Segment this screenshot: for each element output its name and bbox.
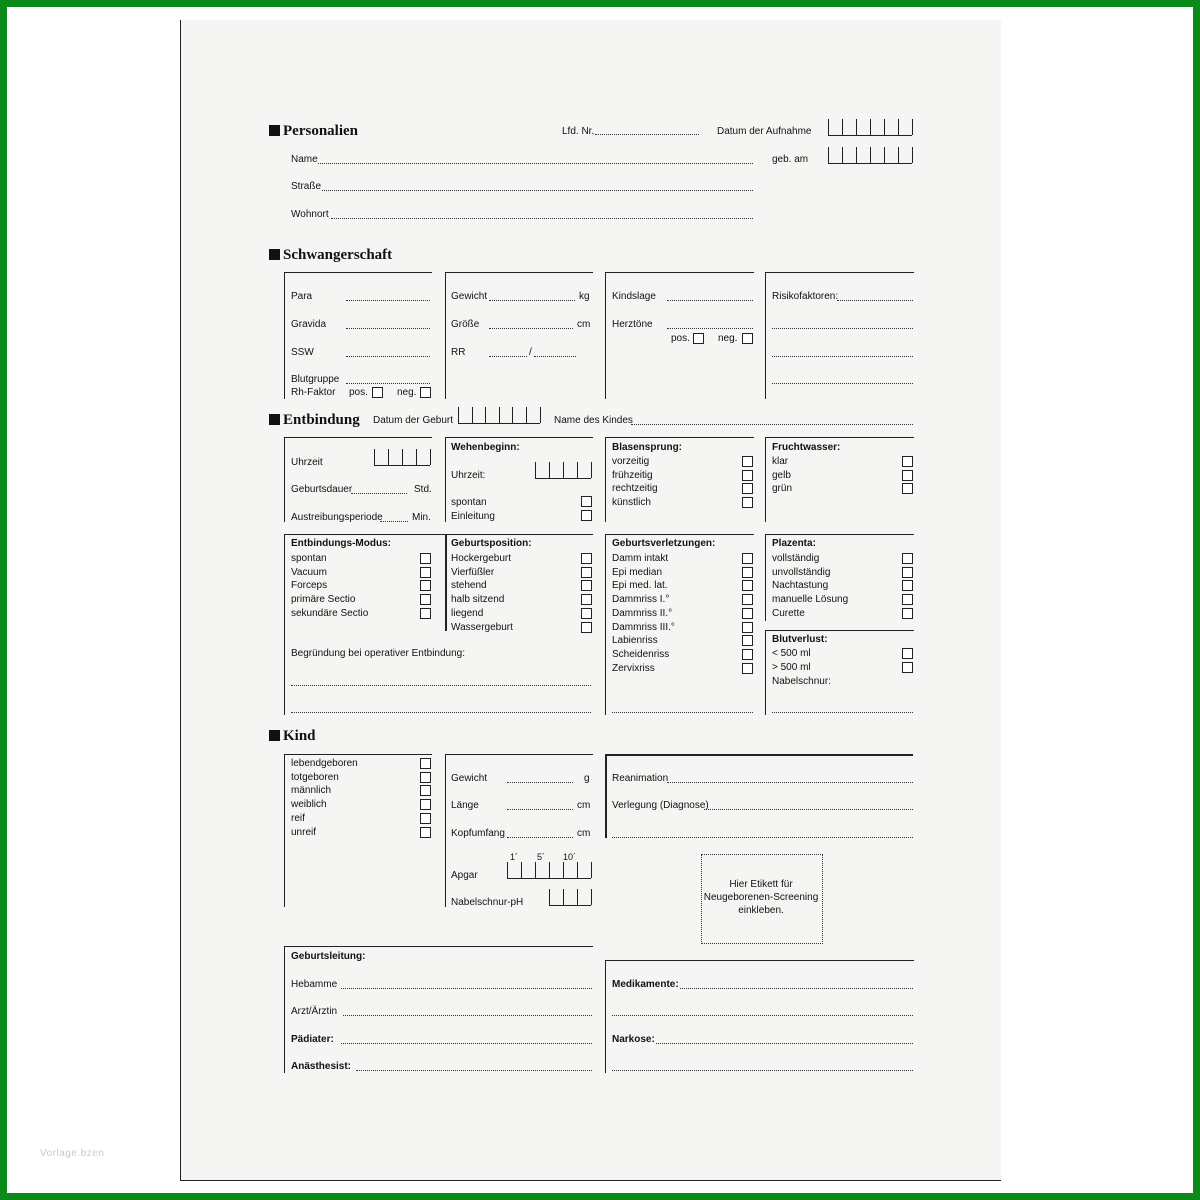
wehen-uhrzeit-field[interactable] xyxy=(535,462,591,479)
blasensprung-checkbox[interactable] xyxy=(742,456,753,467)
herztoene-pos-checkbox[interactable] xyxy=(693,333,704,344)
blasensprung-item-label: vorzeitig xyxy=(612,456,650,467)
modus-checkbox[interactable] xyxy=(420,580,431,591)
blasensprung-checkbox[interactable] xyxy=(742,497,753,508)
modus-item-label: primäre Sectio xyxy=(291,594,356,606)
kind-status-checkbox[interactable] xyxy=(420,813,431,824)
rr-dia-field[interactable] xyxy=(534,356,576,357)
modus-checkbox[interactable] xyxy=(420,594,431,605)
kind-gewicht-field[interactable] xyxy=(507,782,573,783)
wohnort-label: Wohnort xyxy=(291,209,329,220)
lfd-nr-label: Lfd. Nr. xyxy=(562,126,595,137)
verlegung-field[interactable] xyxy=(704,809,913,810)
section-schwangerschaft xyxy=(269,246,392,264)
geb-am-label: geb. am xyxy=(772,154,809,165)
risiko-field-3[interactable] xyxy=(772,356,913,357)
verletzung-checkbox[interactable] xyxy=(742,622,753,633)
wohnort-field[interactable] xyxy=(331,218,753,219)
fruchtwasser-item-label: gelb xyxy=(772,469,791,481)
geburtsdauer-label: Geburtsdauer xyxy=(291,484,353,495)
datum-geburt-label: Datum der Geburt xyxy=(373,415,454,426)
kg-unit: kg xyxy=(579,291,590,302)
name-kind-label: Name des Kindes xyxy=(554,415,633,426)
kopfumfang-label: Kopfumfang xyxy=(451,828,505,839)
min-unit: Min. xyxy=(412,512,431,523)
rh-pos-checkbox[interactable] xyxy=(372,387,383,398)
fruchtwasser-checkbox[interactable] xyxy=(902,470,913,481)
para-label: Para xyxy=(291,291,313,302)
wehen-einleitung-checkbox[interactable] xyxy=(581,510,592,521)
blutverlust-checkbox[interactable] xyxy=(902,648,913,659)
position-checkbox[interactable] xyxy=(581,553,592,564)
g-unit: g xyxy=(584,773,590,784)
paediater-field[interactable] xyxy=(341,1043,592,1044)
kind-status-item-label: lebendgeboren xyxy=(291,758,358,769)
kind-status-checkbox[interactable] xyxy=(420,799,431,810)
anaesthesist-field[interactable] xyxy=(356,1070,592,1071)
plazenta-item-label: Curette xyxy=(772,607,805,619)
verletzung-item-label: Epi median xyxy=(612,566,663,578)
modus-item-label: Forceps xyxy=(291,580,328,592)
blutgruppe-label: Blutgruppe xyxy=(291,374,340,385)
square-bullet-icon xyxy=(269,125,280,136)
datum-aufnahme-field[interactable] xyxy=(828,119,912,136)
laenge-cm-unit: cm xyxy=(577,800,591,811)
kind-status-item-label: reif xyxy=(291,812,305,824)
ssw-label: SSW xyxy=(291,347,314,358)
position-item-label: Hockergeburt xyxy=(451,553,512,564)
blasensprung-title: Blasensprung: xyxy=(612,442,683,453)
fruchtwasser-checkbox[interactable] xyxy=(902,483,913,494)
gravida-field[interactable] xyxy=(346,328,430,329)
verletzung-checkbox[interactable] xyxy=(742,567,753,578)
position-checkbox[interactable] xyxy=(581,608,592,619)
std-unit: Std. xyxy=(414,484,432,495)
verletzung-item-label: Dammriss II.° xyxy=(612,607,673,619)
nabelschnur-label: Nabelschnur: xyxy=(772,676,831,687)
plazenta-item-label: manuelle Lösung xyxy=(772,594,849,606)
kopf-cm-unit: cm xyxy=(577,828,591,839)
square-bullet-icon xyxy=(269,414,280,425)
section-entbindung xyxy=(269,411,360,429)
datum-aufnahme-label: Datum der Aufnahme xyxy=(717,126,812,137)
rh-neg-label: neg. xyxy=(397,387,417,398)
anaesthesist-label: Anästhesist: xyxy=(291,1061,352,1072)
position-item-label: Vierfüßler xyxy=(451,566,495,578)
name-field[interactable] xyxy=(318,163,753,164)
fruchtwasser-item-label: grün xyxy=(772,483,793,495)
divider xyxy=(445,534,447,631)
verletzung-checkbox[interactable] xyxy=(742,608,753,619)
kindslage-label: Kindslage xyxy=(612,291,656,302)
verlegung-label: Verlegung (Diagnose) xyxy=(612,800,709,811)
wehen-spontan-label: spontan xyxy=(451,497,487,508)
position-checkbox[interactable] xyxy=(581,594,592,605)
herztoene-neg-label: neg. xyxy=(718,333,738,344)
nabelschnur-ph-field[interactable] xyxy=(549,889,591,906)
gewicht-field[interactable] xyxy=(489,300,575,301)
plazenta-checkbox[interactable] xyxy=(902,608,913,619)
verletzung-item-label: Dammriss III.° xyxy=(612,621,675,633)
position-title: Geburtsposition: xyxy=(451,538,532,549)
position-item-label: halb sitzend xyxy=(451,594,505,606)
rr-label: RR xyxy=(451,347,466,358)
strasse-label: Straße xyxy=(291,181,322,192)
kind-status-item-label: männlich xyxy=(291,785,332,797)
paediater-label: Pädiater: xyxy=(291,1034,334,1045)
kind-status-checkbox[interactable] xyxy=(420,827,431,838)
reanimation-field[interactable] xyxy=(667,782,913,783)
laenge-field[interactable] xyxy=(507,809,573,810)
plazenta-checkbox[interactable] xyxy=(902,567,913,578)
plazenta-item-label: unvollständig xyxy=(772,566,831,578)
datum-geburt-field[interactable] xyxy=(458,407,540,424)
section-title: Kind xyxy=(283,728,316,744)
watermark: Vorlage.bzen xyxy=(40,1148,105,1159)
rr-sys-field[interactable] xyxy=(489,356,527,357)
box-medikamente xyxy=(605,960,914,1073)
austreibung-label: Austreibungsperiode xyxy=(291,512,383,523)
position-checkbox[interactable] xyxy=(581,622,592,633)
medikamente-field-2[interactable] xyxy=(612,1015,913,1016)
ssw-field[interactable] xyxy=(346,356,430,357)
herztoene-label: Herztöne xyxy=(612,319,653,330)
arzt-label: Arzt/Ärztin xyxy=(291,1006,338,1017)
geburtsleitung-title: Geburtsleitung: xyxy=(291,951,366,962)
modus-title: Entbindungs-Modus: xyxy=(291,538,391,549)
blasensprung-checkbox[interactable] xyxy=(742,470,753,481)
fruchtwasser-checkbox[interactable] xyxy=(902,456,913,467)
kindslage-field[interactable] xyxy=(667,300,753,301)
kind-status-item-label: weiblich xyxy=(291,799,327,811)
square-bullet-icon xyxy=(269,730,280,741)
section-personalien xyxy=(269,122,358,140)
box-entbindungsmodus xyxy=(284,534,593,715)
hebamme-field[interactable] xyxy=(341,988,592,989)
plazenta-checkbox[interactable] xyxy=(902,553,913,564)
blutverlust-item-label: < 500 ml xyxy=(772,648,811,659)
arzt-field[interactable] xyxy=(343,1015,592,1016)
begruendung-field-2[interactable] xyxy=(291,712,591,713)
position-item-label: stehend xyxy=(451,580,487,592)
plazenta-title: Plazenta: xyxy=(772,538,816,549)
geburtsdauer-field[interactable] xyxy=(351,493,407,494)
risiko-field-1[interactable] xyxy=(837,300,913,301)
blutverlust-item-label: > 500 ml xyxy=(772,662,811,673)
verletzungen-field[interactable] xyxy=(612,712,753,713)
risikofaktoren-label: Risikofaktoren: xyxy=(772,291,839,302)
hebamme-label: Hebamme xyxy=(291,979,338,990)
verletzungen-title: Geburtsverletzungen: xyxy=(612,538,716,549)
nabelschnur-field[interactable] xyxy=(772,712,913,713)
herztoene-neg-checkbox[interactable] xyxy=(742,333,753,344)
kind-status-checkbox[interactable] xyxy=(420,772,431,783)
wehenbeginn-title: Wehenbeginn: xyxy=(451,442,520,453)
apgar-field[interactable] xyxy=(507,862,591,879)
rh-pos-label: pos. xyxy=(349,387,368,398)
verletzung-checkbox[interactable] xyxy=(742,635,753,646)
plazenta-item-label: Nachtastung xyxy=(772,580,829,592)
name-kind-field[interactable] xyxy=(631,424,913,425)
divider xyxy=(605,754,607,838)
section-title: Personalien xyxy=(283,123,358,139)
verletzung-item-label: Dammriss I.° xyxy=(612,594,670,606)
verletzung-item-label: Epi med. lat. xyxy=(612,580,668,592)
verletzung-item-label: Labienriss xyxy=(612,635,658,647)
modus-item-label: sekundäre Sectio xyxy=(291,607,369,619)
verletzung-item-label: Scheidenriss xyxy=(612,648,670,660)
position-checkbox[interactable] xyxy=(581,567,592,578)
modus-item-label: Vacuum xyxy=(291,566,327,578)
name-label: Name xyxy=(291,154,318,165)
narkose-field[interactable] xyxy=(656,1043,913,1044)
groesse-label: Größe xyxy=(451,319,480,330)
blutverlust-title: Blutverlust: xyxy=(772,634,828,645)
strasse-field[interactable] xyxy=(322,190,753,191)
wehen-einleitung-label: Einleitung xyxy=(451,511,495,522)
herztoene-pos-label: pos. xyxy=(671,333,690,344)
kind-status-item-label: unreif xyxy=(291,826,317,838)
plazenta-item-label: vollständig xyxy=(772,553,820,564)
position-item-label: Wassergeburt xyxy=(451,621,513,633)
blasensprung-item-label: rechtzeitig xyxy=(612,483,658,495)
groesse-field[interactable] xyxy=(489,328,573,329)
verletzung-checkbox[interactable] xyxy=(742,663,753,674)
geb-am-field[interactable] xyxy=(828,147,912,164)
verletzung-checkbox[interactable] xyxy=(742,553,753,564)
gewicht-label: Gewicht xyxy=(451,291,488,302)
herztoene-field[interactable] xyxy=(667,328,753,329)
modus-checkbox[interactable] xyxy=(420,608,431,619)
verlegung-field-2[interactable] xyxy=(612,837,913,838)
plazenta-checkbox[interactable] xyxy=(902,594,913,605)
lfd-nr-field[interactable] xyxy=(595,134,699,135)
risiko-field-4[interactable] xyxy=(772,383,913,384)
wehen-uhrzeit-label: Uhrzeit: xyxy=(451,470,486,481)
reanimation-label: Reanimation xyxy=(612,773,669,784)
austreibung-field[interactable] xyxy=(380,521,408,522)
verletzung-checkbox[interactable] xyxy=(742,649,753,660)
blutverlust-checkbox[interactable] xyxy=(902,662,913,673)
apgar-label: Apgar xyxy=(451,870,478,881)
gravida-label: Gravida xyxy=(291,319,327,330)
narkose-field-2[interactable] xyxy=(612,1070,913,1071)
apgar-5-label: 5´ xyxy=(537,852,546,862)
medikamente-field[interactable] xyxy=(680,988,913,989)
position-item-label: liegend xyxy=(451,607,484,619)
para-field[interactable] xyxy=(346,300,430,301)
screening-label-text: Hier Etikett für Neugeborenen-Screening einkleben. xyxy=(703,879,819,916)
blasensprung-item-label: künstlich xyxy=(612,497,651,509)
modus-checkbox[interactable] xyxy=(420,553,431,564)
section-title: Entbindung xyxy=(283,412,360,428)
laenge-label: Länge xyxy=(451,800,479,811)
uhrzeit-field[interactable] xyxy=(374,449,430,466)
blasensprung-checkbox[interactable] xyxy=(742,483,753,494)
modus-item-label: spontan xyxy=(291,553,327,564)
uhrzeit-label: Uhrzeit xyxy=(291,457,323,468)
kind-status-item-label: totgeboren xyxy=(291,771,339,783)
modus-checkbox[interactable] xyxy=(420,567,431,578)
section-kind xyxy=(269,727,316,745)
blasensprung-item-label: frühzeitig xyxy=(612,469,653,481)
verletzung-checkbox[interactable] xyxy=(742,594,753,605)
apgar-10-label: 10´ xyxy=(563,852,577,862)
medikamente-label: Medikamente: xyxy=(612,979,679,990)
position-checkbox[interactable] xyxy=(581,580,592,591)
blutgruppe-field[interactable] xyxy=(346,383,430,384)
verletzung-item-label: Damm intakt xyxy=(612,553,669,564)
rr-slash: / xyxy=(529,347,532,358)
square-bullet-icon xyxy=(269,249,280,260)
section-title: Schwangerschaft xyxy=(283,247,393,263)
rh-neg-checkbox[interactable] xyxy=(420,387,431,398)
fruchtwasser-item-label: klar xyxy=(772,456,789,467)
verletzung-checkbox[interactable] xyxy=(742,580,753,591)
narkose-label: Narkose: xyxy=(612,1034,655,1045)
kind-gewicht-label: Gewicht xyxy=(451,773,488,784)
cm-unit: cm xyxy=(577,319,591,330)
plazenta-checkbox[interactable] xyxy=(902,580,913,591)
fruchtwasser-title: Fruchtwasser: xyxy=(772,442,841,453)
rh-faktor-label: Rh-Faktor xyxy=(291,387,336,398)
nabelschnur-ph-label: Nabelschnur-pH xyxy=(451,897,524,908)
begruendung-label: Begründung bei operativer Entbindung: xyxy=(291,648,466,659)
kind-status-checkbox[interactable] xyxy=(420,758,431,769)
verletzung-item-label: Zervixriss xyxy=(612,662,655,674)
wehen-spontan-checkbox[interactable] xyxy=(581,496,592,507)
begruendung-field-1[interactable] xyxy=(291,685,591,686)
kopfumfang-field[interactable] xyxy=(507,837,573,838)
risiko-field-2[interactable] xyxy=(772,328,913,329)
apgar-1-label: 1´ xyxy=(510,852,519,862)
divider xyxy=(605,754,913,756)
kind-status-checkbox[interactable] xyxy=(420,785,431,796)
